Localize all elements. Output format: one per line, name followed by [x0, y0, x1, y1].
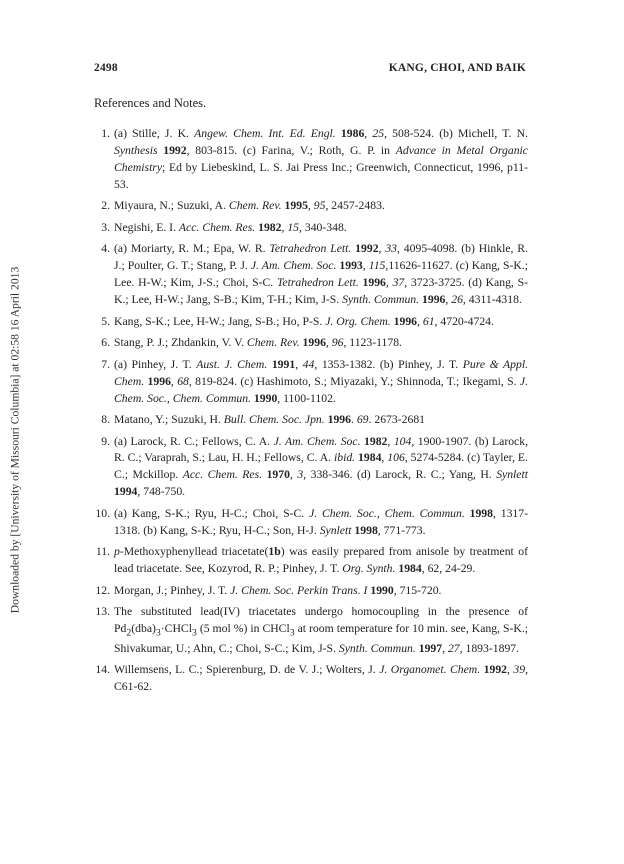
reference-fragment: 1998: [469, 506, 493, 520]
reference-fragment: 1997: [418, 641, 443, 655]
reference-fragment: Acc. Chem. Res.: [178, 220, 256, 234]
reference-fragment: , 62, 24-29.: [421, 562, 476, 576]
reference-fragment: ,: [364, 127, 373, 140]
reference-fragment: 1996: [393, 314, 417, 328]
reference-fragment: 3: [289, 627, 295, 639]
reference-item: [94, 220, 528, 237]
reference-item: [94, 357, 528, 408]
reference-item: [94, 126, 528, 194]
reference-fragment: The substituted lead(IV) triacetates undergo homocoupling in the presence of Pd: [114, 605, 528, 636]
reference-fragment: ) was easily prepared from anisole by treatment of lead triacetate. See, Kozyrod, R. P.; Pinhey, J. T.: [114, 545, 528, 576]
reference-fragment: J. Chem. Soc., Chem. Commun.: [114, 374, 529, 405]
reference-fragment: ,: [281, 220, 288, 234]
reference-fragment: ,: [387, 434, 394, 448]
reference-fragment: 1990: [370, 583, 394, 597]
reference-fragment: ,: [170, 374, 178, 388]
reference-fragment: 106: [387, 451, 405, 465]
reference-number: 2.: [101, 199, 110, 213]
reference-fragment: 1982: [364, 434, 388, 448]
reference-fragment: Chem. Rev.: [246, 336, 300, 350]
reference-number: 12.: [95, 583, 110, 597]
reference-fragment: 1994: [114, 485, 138, 499]
reference-fragment: , 3723-3725. (d) Kang, S-K.; Lee, H-W.; Jang, S-B.; Kim, T-H.; Kim, J-S.: [114, 276, 528, 307]
reference-fragment: J. Organomet. Chem.: [379, 663, 481, 677]
reference-fragment: 3: [155, 627, 161, 639]
reference-number: 4.: [101, 242, 110, 256]
reference-fragment: , C61-62.: [114, 663, 528, 694]
reference-item: [94, 583, 528, 600]
reference-fragment: Advance in Metal Organic Chemistry: [114, 143, 528, 174]
reference-text: [114, 220, 528, 237]
reference-fragment: ,: [507, 663, 514, 677]
reference-fragment: 1986: [340, 127, 365, 140]
reference-text: [114, 506, 528, 540]
reference-number: 3.: [101, 220, 110, 234]
reference-fragment: Willemsens, L. C.; Spierenburg, D. de V. J.; Wolters, J.: [114, 663, 380, 677]
page-number: 2498: [94, 62, 118, 74]
reference-fragment: ,: [381, 451, 388, 465]
reference-fragment: 61: [422, 314, 435, 328]
reference-fragment: (a) Stille, J. K.: [114, 127, 195, 140]
reference-fragment: 27: [447, 641, 460, 655]
reference-item: [94, 604, 528, 657]
reference-fragment: J. Chem. Soc. Perkin Trans. I: [230, 583, 368, 597]
reference-fragment: .: [350, 413, 357, 427]
reference-fragment: 68: [177, 374, 189, 388]
reference-item: [94, 506, 528, 540]
reference-fragment: 1992: [355, 242, 379, 256]
reference-fragment: 1992: [483, 663, 507, 677]
reference-fragment: 1984: [358, 451, 382, 465]
reference-fragment: , 1900-1907. (b) Larock, R. C.; Varaprah, S.; Lau, H. H.; Fellows, C. A.: [114, 434, 529, 465]
reference-fragment: Tetrahedron Lett.: [269, 242, 352, 256]
reference-fragment: , 1100-1102.: [277, 391, 336, 405]
page-header: [94, 62, 526, 74]
reference-text: [114, 544, 528, 578]
reference-fragment: 96: [331, 336, 344, 350]
reference-fragment: J. Chem. Soc., Chem. Commun.: [309, 506, 465, 520]
reference-text: [114, 357, 528, 408]
reference-fragment: ·CHCl: [160, 622, 192, 636]
reference-fragment: ,: [445, 293, 452, 307]
references-heading: References and Notes.: [94, 96, 207, 110]
reference-number: 8.: [101, 413, 110, 427]
reference-text: [114, 412, 528, 429]
reference-number: 5.: [101, 314, 110, 328]
reference-fragment: 1982: [258, 220, 282, 234]
reference-fragment: ,: [289, 468, 298, 482]
reference-fragment: 1996: [422, 293, 446, 307]
reference-fragment: , 803-815. (c) Farina, V.; Roth, G. P. in: [186, 143, 396, 157]
reference-fragment: 1996: [302, 336, 326, 350]
reference-text: [114, 604, 528, 657]
reference-fragment: 26: [451, 293, 463, 307]
reference-fragment: Stang, P. J.; Zhdankin, V. V.: [114, 336, 247, 350]
reference-fragment: p: [114, 545, 120, 559]
reference-item: [94, 335, 528, 352]
reference-text: [114, 434, 528, 502]
reference-fragment: ,: [362, 259, 369, 273]
reference-fragment: 1991: [271, 357, 296, 371]
reference-text: [114, 198, 528, 215]
reference-fragment: (a) Moriarty, R. M.; Epa, W. R.: [114, 242, 270, 256]
reference-fragment: Synth. Commun.: [338, 641, 416, 655]
reference-fragment: , 340-348.: [299, 220, 347, 234]
reference-fragment: 1990: [253, 391, 278, 405]
running-title: KANG, CHOI, AND BAIK: [388, 62, 526, 74]
reference-fragment: , 4720-4724.: [434, 314, 494, 328]
reference-fragment: , 771-773.: [377, 523, 426, 537]
reference-fragment: (a) Pinhey, J. T.: [114, 357, 197, 371]
reference-fragment: Synlett: [319, 523, 352, 537]
reference-fragment: 1b: [268, 545, 281, 559]
reference-fragment: 2: [126, 627, 132, 639]
reference-fragment: , 1123-1178.: [343, 336, 402, 350]
reference-fragment: , 4311-4318.: [462, 293, 522, 307]
reference-number: 14.: [95, 663, 110, 677]
reference-fragment: Synthesis: [114, 143, 158, 157]
reference-fragment: Angew. Chem. Int. Ed. Engl.: [194, 127, 336, 140]
reference-fragment: 1996: [147, 374, 171, 388]
reference-fragment: ,: [325, 336, 332, 350]
reference-number: 10.: [95, 506, 110, 520]
reference-fragment: Bull. Chem. Soc. Jpn.: [223, 413, 325, 427]
reference-fragment: ,: [295, 357, 303, 371]
reference-fragment: 1996: [362, 276, 386, 290]
reference-fragment: ,: [417, 314, 423, 328]
reference-fragment: , 4095-4098. (b) Hinkle, R. J.; Poulter, G. T.; Stang, P. J.: [114, 242, 528, 273]
reference-item: [94, 314, 528, 331]
reference-fragment: Negishi, E. I.: [114, 220, 179, 234]
reference-fragment: 3: [191, 627, 197, 639]
reference-fragment: Kang, S-K.; Lee, H-W.; Jang, S-B.; Ho, P-S.: [114, 314, 326, 328]
reference-fragment: 115: [368, 259, 386, 273]
reference-item: [94, 544, 528, 578]
reference-fragment: Chem. Rev.: [228, 199, 282, 213]
reference-fragment: ,11626-11627. (c) Kang, S-K.; Lee. H-W.; Kim, J-S.; Choi, S-C.: [114, 259, 528, 290]
reference-fragment: , 1893-1897.: [459, 641, 520, 655]
reference-fragment: 37: [392, 276, 405, 290]
reference-fragment: ,: [385, 276, 393, 290]
reference-fragment: (dba): [131, 622, 156, 636]
reference-fragment: 1992: [163, 143, 187, 157]
reference-fragment: J. Org. Chem.: [325, 314, 391, 328]
reference-fragment: 25: [372, 127, 385, 140]
reference-item: [94, 412, 528, 429]
reference-fragment: at room temperature for 10 min. see, Kang, S-K.; Shivakumar, U.; Ahn, C.; Choi, S-C.; Kim, J-S.: [114, 622, 528, 655]
reference-fragment: , 508-524. (b) Michell, T. N.: [384, 127, 529, 140]
reference-fragment: 3: [297, 468, 304, 482]
reference-fragment: J. Am. Chem. Soc.: [250, 259, 337, 273]
reference-number: 1.: [101, 127, 110, 140]
reference-list: [94, 126, 528, 701]
reference-fragment: , 338-346. (d) Larock, R. C.; Yang, H.: [303, 468, 497, 482]
reference-fragment: 1996: [327, 413, 351, 427]
download-notice-text: Downloaded by [University of Missouri Columbia] at 02:58 16 April 2013: [8, 266, 22, 614]
reference-text: [114, 583, 528, 600]
reference-fragment: 15: [287, 220, 300, 234]
reference-fragment: 69: [356, 413, 369, 427]
reference-fragment: , 748-750.: [137, 485, 186, 499]
reference-fragment: 33: [385, 242, 398, 256]
reference-fragment: ,: [378, 242, 386, 256]
reference-fragment: , 715-720.: [393, 583, 442, 597]
reference-fragment: Tetrahedron Lett.: [276, 276, 359, 290]
reference-text: [114, 126, 528, 194]
reference-fragment: Pure & Appl. Chem.: [114, 357, 529, 388]
reference-item: [94, 241, 528, 309]
reference-fragment: Matano, Y.; Suzuki, H.: [114, 413, 224, 427]
reference-fragment: Synlett: [496, 468, 528, 482]
reference-fragment: Morgan, J.; Pinhey, J. T.: [114, 583, 231, 597]
reference-text: [114, 335, 528, 352]
reference-fragment: 1995: [284, 199, 308, 213]
reference-fragment: , 1317-1318. (b) Kang, S-K.; Ryu, H-C.; Son, H-J.: [114, 506, 528, 537]
reference-fragment: , 1353-1382. (b) Pinhey, J. T.: [314, 357, 463, 371]
reference-number: 11.: [95, 545, 110, 559]
reference-number: 6.: [101, 336, 110, 350]
reference-fragment: ,: [307, 199, 314, 213]
reference-fragment: 104: [393, 434, 412, 448]
reference-item: [94, 662, 528, 696]
reference-fragment: Miyaura, N.; Suzuki, A.: [114, 199, 229, 213]
reference-number: 9.: [101, 434, 110, 448]
reference-fragment: (5 mol %) in CHCl: [196, 622, 290, 636]
reference-fragment: ; Ed by Liebeskind, L. S. Jai Press Inc.; Greenwich, Connecticut, 1996, p11-53.: [114, 160, 528, 191]
reference-text: [114, 241, 528, 309]
reference-fragment: , 2457-2483.: [325, 199, 385, 213]
reference-fragment: , 819-824. (c) Hashimoto, S.; Miyazaki, Y.; Shinnoda, T.; Ikegami, S.: [188, 374, 520, 388]
reference-fragment: 1993: [339, 259, 363, 273]
reference-fragment: 1970: [266, 468, 290, 482]
reference-fragment: -Methoxyphenyllead triacetate(: [119, 545, 269, 559]
reference-text: [114, 314, 528, 331]
download-watermark: [8, 240, 22, 640]
reference-fragment: J. Am. Chem. Soc.: [273, 434, 361, 448]
reference-fragment: ibid.: [334, 451, 356, 465]
reference-fragment: Acc. Chem. Res.: [182, 468, 263, 482]
reference-number: 7.: [101, 357, 110, 371]
reference-fragment: , 5274-5284. (c) Tayler, E. C.; Mckillop.: [114, 451, 528, 482]
reference-fragment: (a) Larock, R. C.; Fellows, C. A.: [114, 434, 274, 448]
reference-fragment: (a) Kang, S-K.; Ryu, H-C.; Choi, S-C.: [114, 506, 310, 520]
reference-fragment: ,: [442, 641, 448, 655]
reference-fragment: 1984: [398, 562, 422, 576]
reference-number: 13.: [95, 605, 110, 619]
reference-fragment: . 2673-2681: [368, 413, 426, 427]
reference-text: [114, 662, 528, 696]
reference-fragment: 95: [313, 199, 326, 213]
reference-fragment: 39: [513, 663, 526, 677]
reference-item: [94, 434, 528, 502]
reference-fragment: Aust. J. Chem.: [196, 357, 268, 371]
reference-fragment: Org. Synth.: [342, 562, 396, 576]
reference-fragment: 44: [302, 357, 315, 371]
reference-fragment: Synth. Commun.: [342, 293, 420, 307]
reference-fragment: 1998: [354, 523, 378, 537]
reference-item: [94, 198, 528, 215]
